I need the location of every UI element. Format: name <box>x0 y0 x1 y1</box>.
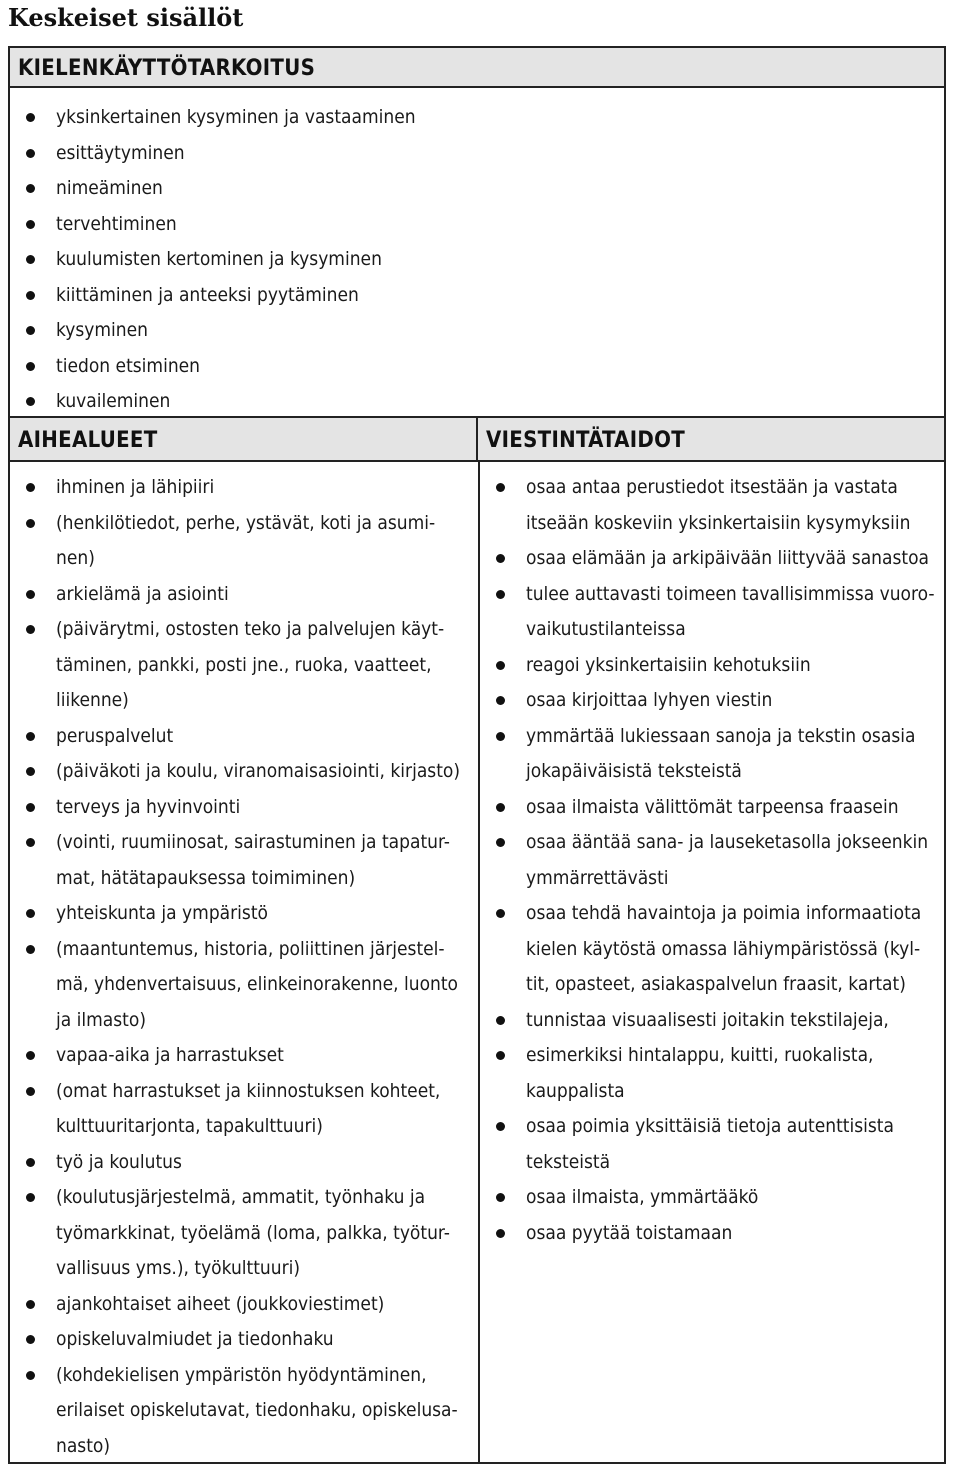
list-item: (maantuntemus, historia, poliittinen järjestel-mä, yhdenvertaisuus, elinkeinorakenne, luonto ja ilmasto) <box>14 932 470 1039</box>
list-item: esimerkiksi hintalappu, kuitti, ruokalista, kauppalista <box>484 1038 936 1109</box>
list-item: esittäytyminen <box>14 136 914 172</box>
list-item: tunnistaa visuaalisesti joitakin tekstilajeja, <box>484 1003 936 1039</box>
list-item: työ ja koulutus <box>14 1145 470 1181</box>
list-item: (koulutusjärjestelmä, ammatit, työnhaku ja työmarkkinat, työelämä (loma, palkka, työtur-vallisuus yms.), työkulttuuri) <box>14 1180 470 1287</box>
list-item: osaa poimia yksittäisiä tietoja autenttisista teksteistä <box>484 1109 936 1180</box>
list-item: tervehtiminen <box>14 207 914 243</box>
list-item: reagoi yksinkertaisiin kehotuksiin <box>484 648 936 684</box>
list-item: vapaa-aika ja harrastukset <box>14 1038 470 1074</box>
list-item: kiittäminen ja anteeksi pyytäminen <box>14 278 914 314</box>
list-item: osaa tehdä havaintoja ja poimia informaatiota kielen käytöstä omassa lähiympäristössä (kyl-tit, opasteet, asiakaspalvelun fraasit, kartat) <box>484 896 936 1003</box>
list-item: yksinkertainen kysyminen ja vastaaminen <box>14 100 914 136</box>
list-item: osaa pyytää toistamaan <box>484 1216 936 1252</box>
list-item: ymmärtää lukiessaan sanoja ja tekstin osasia jokapäiväisistä teksteistä <box>484 719 936 790</box>
section-heading-aihealueet: AIHEALUEET <box>8 416 478 462</box>
list-item: (omat harrastukset ja kiinnostuksen kohteet, kulttuuritarjonta, tapakulttuuri) <box>14 1074 470 1145</box>
section-heading-viestintataidot: VIESTINTÄTAIDOT <box>478 416 946 462</box>
section-heading-kielenkayttotarkoitus: KIELENKÄYTTÖTARKOITUS <box>8 46 946 88</box>
list-item: (vointi, ruumiinosat, sairastuminen ja tapatur-mat, hätätapauksessa toimiminen) <box>14 825 470 896</box>
aihealueet-list <box>14 470 470 1464</box>
list-item: nimeäminen <box>14 171 914 207</box>
list-item: ihminen ja lähipiiri <box>14 470 470 506</box>
viestintataidot-list <box>484 470 936 1251</box>
list-item: tiedon etsiminen <box>14 349 914 385</box>
column-divider <box>478 416 480 1464</box>
list-item: osaa elämään ja arkipäivään liittyvää sanastoa <box>484 541 936 577</box>
list-item: ajankohtaiset aiheet (joukkoviestimet) <box>14 1287 470 1323</box>
list-item: osaa kirjoittaa lyhyen viestin <box>484 683 936 719</box>
list-item: peruspalvelut <box>14 719 470 755</box>
kielenkayttotarkoitus-list <box>14 100 914 420</box>
list-item: osaa ääntää sana- ja lauseketasolla jokseenkin ymmärrettävästi <box>484 825 936 896</box>
list-item: kysyminen <box>14 313 914 349</box>
list-item: terveys ja hyvinvointi <box>14 790 470 826</box>
list-item: kuvaileminen <box>14 384 914 420</box>
list-item: (henkilötiedot, perhe, ystävät, koti ja asumi-nen) <box>14 506 470 577</box>
list-item: (päivärytmi, ostosten teko ja palvelujen käyt-täminen, pankki, posti jne., ruoka, vaatteet, liikenne) <box>14 612 470 719</box>
list-item: (päiväkoti ja koulu, viranomaisasiointi, kirjasto) <box>14 754 470 790</box>
list-item: arkielämä ja asiointi <box>14 577 470 613</box>
list-item: opiskeluvalmiudet ja tiedonhaku <box>14 1322 470 1358</box>
list-item: tulee auttavasti toimeen tavallisimmissa vuoro-vaikutustilanteissa <box>484 577 936 648</box>
page-title: Keskeiset sisällöt <box>8 3 244 32</box>
list-item: kuulumisten kertominen ja kysyminen <box>14 242 914 278</box>
list-item: (kohdekielisen ympäristön hyödyntäminen, erilaiset opiskelutavat, tiedonhaku, opiskelusa-nasto) <box>14 1358 470 1465</box>
list-item: osaa antaa perustiedot itsestään ja vastata itseään koskeviin yksinkertaisiin kysymyksiin <box>484 470 936 541</box>
list-item: osaa ilmaista välittömät tarpeensa fraasein <box>484 790 936 826</box>
list-item: osaa ilmaista, ymmärtääkö <box>484 1180 936 1216</box>
list-item: yhteiskunta ja ympäristö <box>14 896 470 932</box>
